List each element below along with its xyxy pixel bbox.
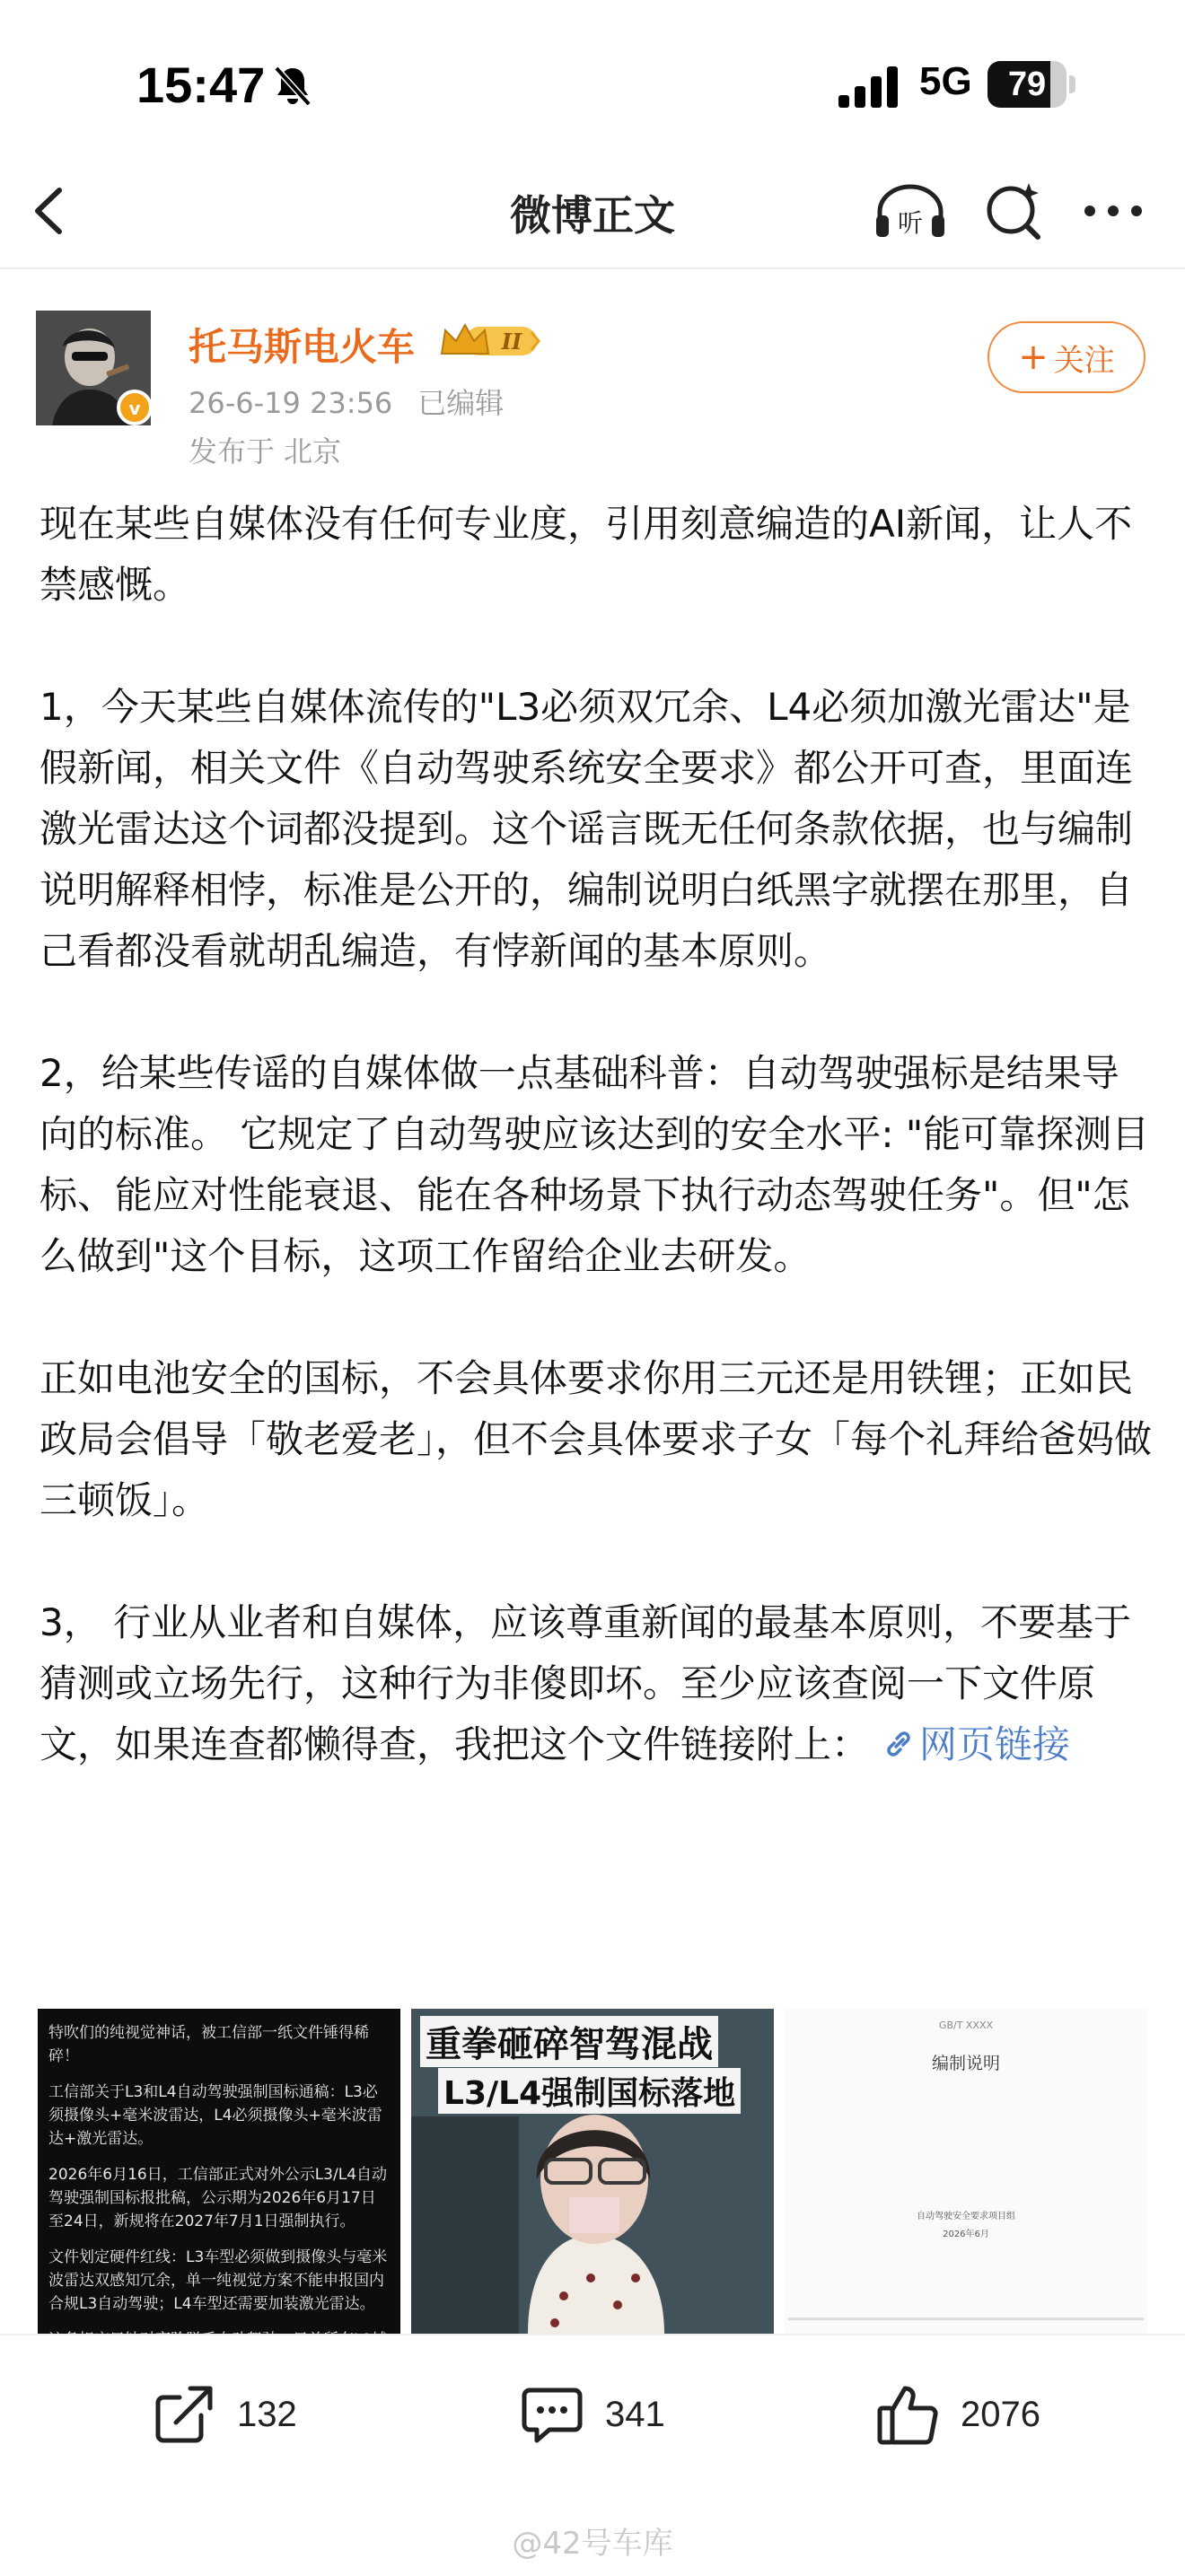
img3-title: 编制说明 bbox=[931, 2054, 1000, 2073]
cellular-signal-icon bbox=[837, 65, 901, 110]
edited-label: 已编辑 bbox=[417, 386, 505, 420]
search-sparkle-icon[interactable] bbox=[982, 180, 1045, 242]
post-image-3[interactable] bbox=[785, 2009, 1147, 2334]
img1-line: 工信部关于L3和L4自动驾驶强制国标通稿：L3必须摄像头+毫米波雷达，L4必须摄像头+毫米波雷达+激光雷达。 bbox=[48, 2083, 382, 2148]
post-paragraph: 1，今天某些自媒体流传的"L3必须双冗余、L4必须加激光雷达"是假新闻，相关文件《自动驾驶系统安全要求》都公开可查，里面连激光雷达这个词都没提到。这个谣言既无任何条款依据，也与编制说明解释相悖，标准是公开的，编制说明白纸黑字就摆在那里，自己看都没看就胡乱编造，有悖新闻的基本原则。 bbox=[40, 685, 1134, 973]
listen-label: 听 bbox=[897, 208, 924, 238]
battery-icon bbox=[988, 61, 1075, 108]
post-paragraph-text: 3， 行业从业者和自媒体，应该尊重新闻的最基本原则，不要基于猜测或立场先行，这种行为非傻即坏。至少应该查阅一下文件原文，如果连查都懒得查，我把这个文件链接附上： bbox=[40, 1600, 1132, 1766]
more-dots-icon[interactable] bbox=[1077, 188, 1149, 233]
crown-level-badge-icon[interactable] bbox=[438, 320, 542, 363]
thumbs-up-icon bbox=[873, 2379, 943, 2449]
page-title: 微博正文 bbox=[510, 191, 675, 240]
watermark: @42号车库 bbox=[512, 2526, 673, 2562]
post-paragraph: 现在某些自媒体没有任何专业度，引用刻意编造的AI新闻，让人不禁感慨。 bbox=[40, 502, 1133, 607]
battery-level: 79 bbox=[1007, 66, 1047, 103]
web-link[interactable] bbox=[869, 1722, 1070, 1766]
post-paragraph: 2，给某些传谣的自媒体做一点基础科普：自动驾驶强标是结果导向的标准。 它规定了自动驾驶应该达到的安全水平: "能可靠探测目标、能应对性能衰退、能在各种场景下执行动态驾驶任务"。但"怎么做到"这个目标，这项工作留给企业去研发。 bbox=[40, 1051, 1150, 1278]
post-location: 发布于 北京 bbox=[189, 434, 342, 469]
comment-button[interactable] bbox=[517, 2379, 665, 2450]
crown-level-label: II bbox=[501, 329, 522, 355]
img3-divider bbox=[788, 2318, 1144, 2320]
post-image-1[interactable] bbox=[38, 2009, 400, 2334]
verified-badge-icon bbox=[117, 390, 153, 425]
img2-title-line2: L3/L4强制国标落地 bbox=[438, 2068, 741, 2114]
img1-line: 文件划定硬件红线：L3车型必须做到摄像头与毫米波雷达双感知冗余，单一纯视觉方案不能申报国内合规L3自动驾驶；L4车型还需要加装激光雷达。 bbox=[48, 2248, 388, 2313]
post-paragraph-last bbox=[40, 1592, 1153, 1775]
post-time: 26-6-19 23:56 bbox=[189, 386, 393, 420]
link-chain-icon bbox=[882, 1727, 916, 1761]
follow-button[interactable] bbox=[988, 321, 1146, 393]
img3-header: GB/T XXXX bbox=[938, 2020, 994, 2031]
network-type: 5G bbox=[919, 59, 972, 103]
img2-title-line1: 重拳砸碎智驾混战 bbox=[420, 2016, 718, 2067]
like-button[interactable] bbox=[873, 2379, 1040, 2450]
comment-icon bbox=[517, 2379, 587, 2449]
comment-count: 341 bbox=[605, 2394, 665, 2434]
back-arrow-icon[interactable] bbox=[23, 180, 77, 242]
post-paragraph: 正如电池安全的国标，不会具体要求你用三元还是用铁锂；正如民政局会倡导「敬老爱老」，但不会具体要求子女「每个礼拜给爸妈做三顿饭」。 bbox=[40, 1356, 1153, 1522]
status-time: 15:47 bbox=[136, 57, 266, 113]
img3-date: 2026年6月 bbox=[943, 2230, 989, 2239]
bell-muted-icon bbox=[269, 63, 316, 110]
post-image-2[interactable] bbox=[411, 2009, 774, 2334]
repost-count: 132 bbox=[237, 2394, 297, 2434]
repost-icon bbox=[149, 2379, 219, 2449]
img1-line: 特吹们的纯视觉神话，被工信部一纸文件锤得稀碎！ bbox=[48, 2024, 369, 2065]
repost-button[interactable] bbox=[149, 2379, 297, 2450]
post-meta bbox=[189, 381, 529, 422]
img1-line: 2026年6月16日，工信部正式对外公示L3/L4自动驾驶强制国标报批稿，公示期为2026年6月17日至24日，新规将在2027年7月1日强制执行。 bbox=[48, 2166, 388, 2230]
nav-divider bbox=[0, 267, 1185, 269]
plus-icon: + bbox=[1018, 337, 1049, 378]
web-link-label: 网页链接 bbox=[919, 1722, 1071, 1766]
img3-subtitle: 自动驾驶安全要求项目组 bbox=[917, 2212, 1015, 2221]
post-content bbox=[40, 494, 1153, 1775]
author-name[interactable]: 托马斯电火车 bbox=[189, 325, 416, 369]
follow-label: 关注 bbox=[1053, 342, 1115, 379]
headphones-listen-icon[interactable] bbox=[873, 180, 948, 242]
like-count: 2076 bbox=[961, 2394, 1040, 2434]
svg-text:v: v bbox=[128, 398, 141, 419]
